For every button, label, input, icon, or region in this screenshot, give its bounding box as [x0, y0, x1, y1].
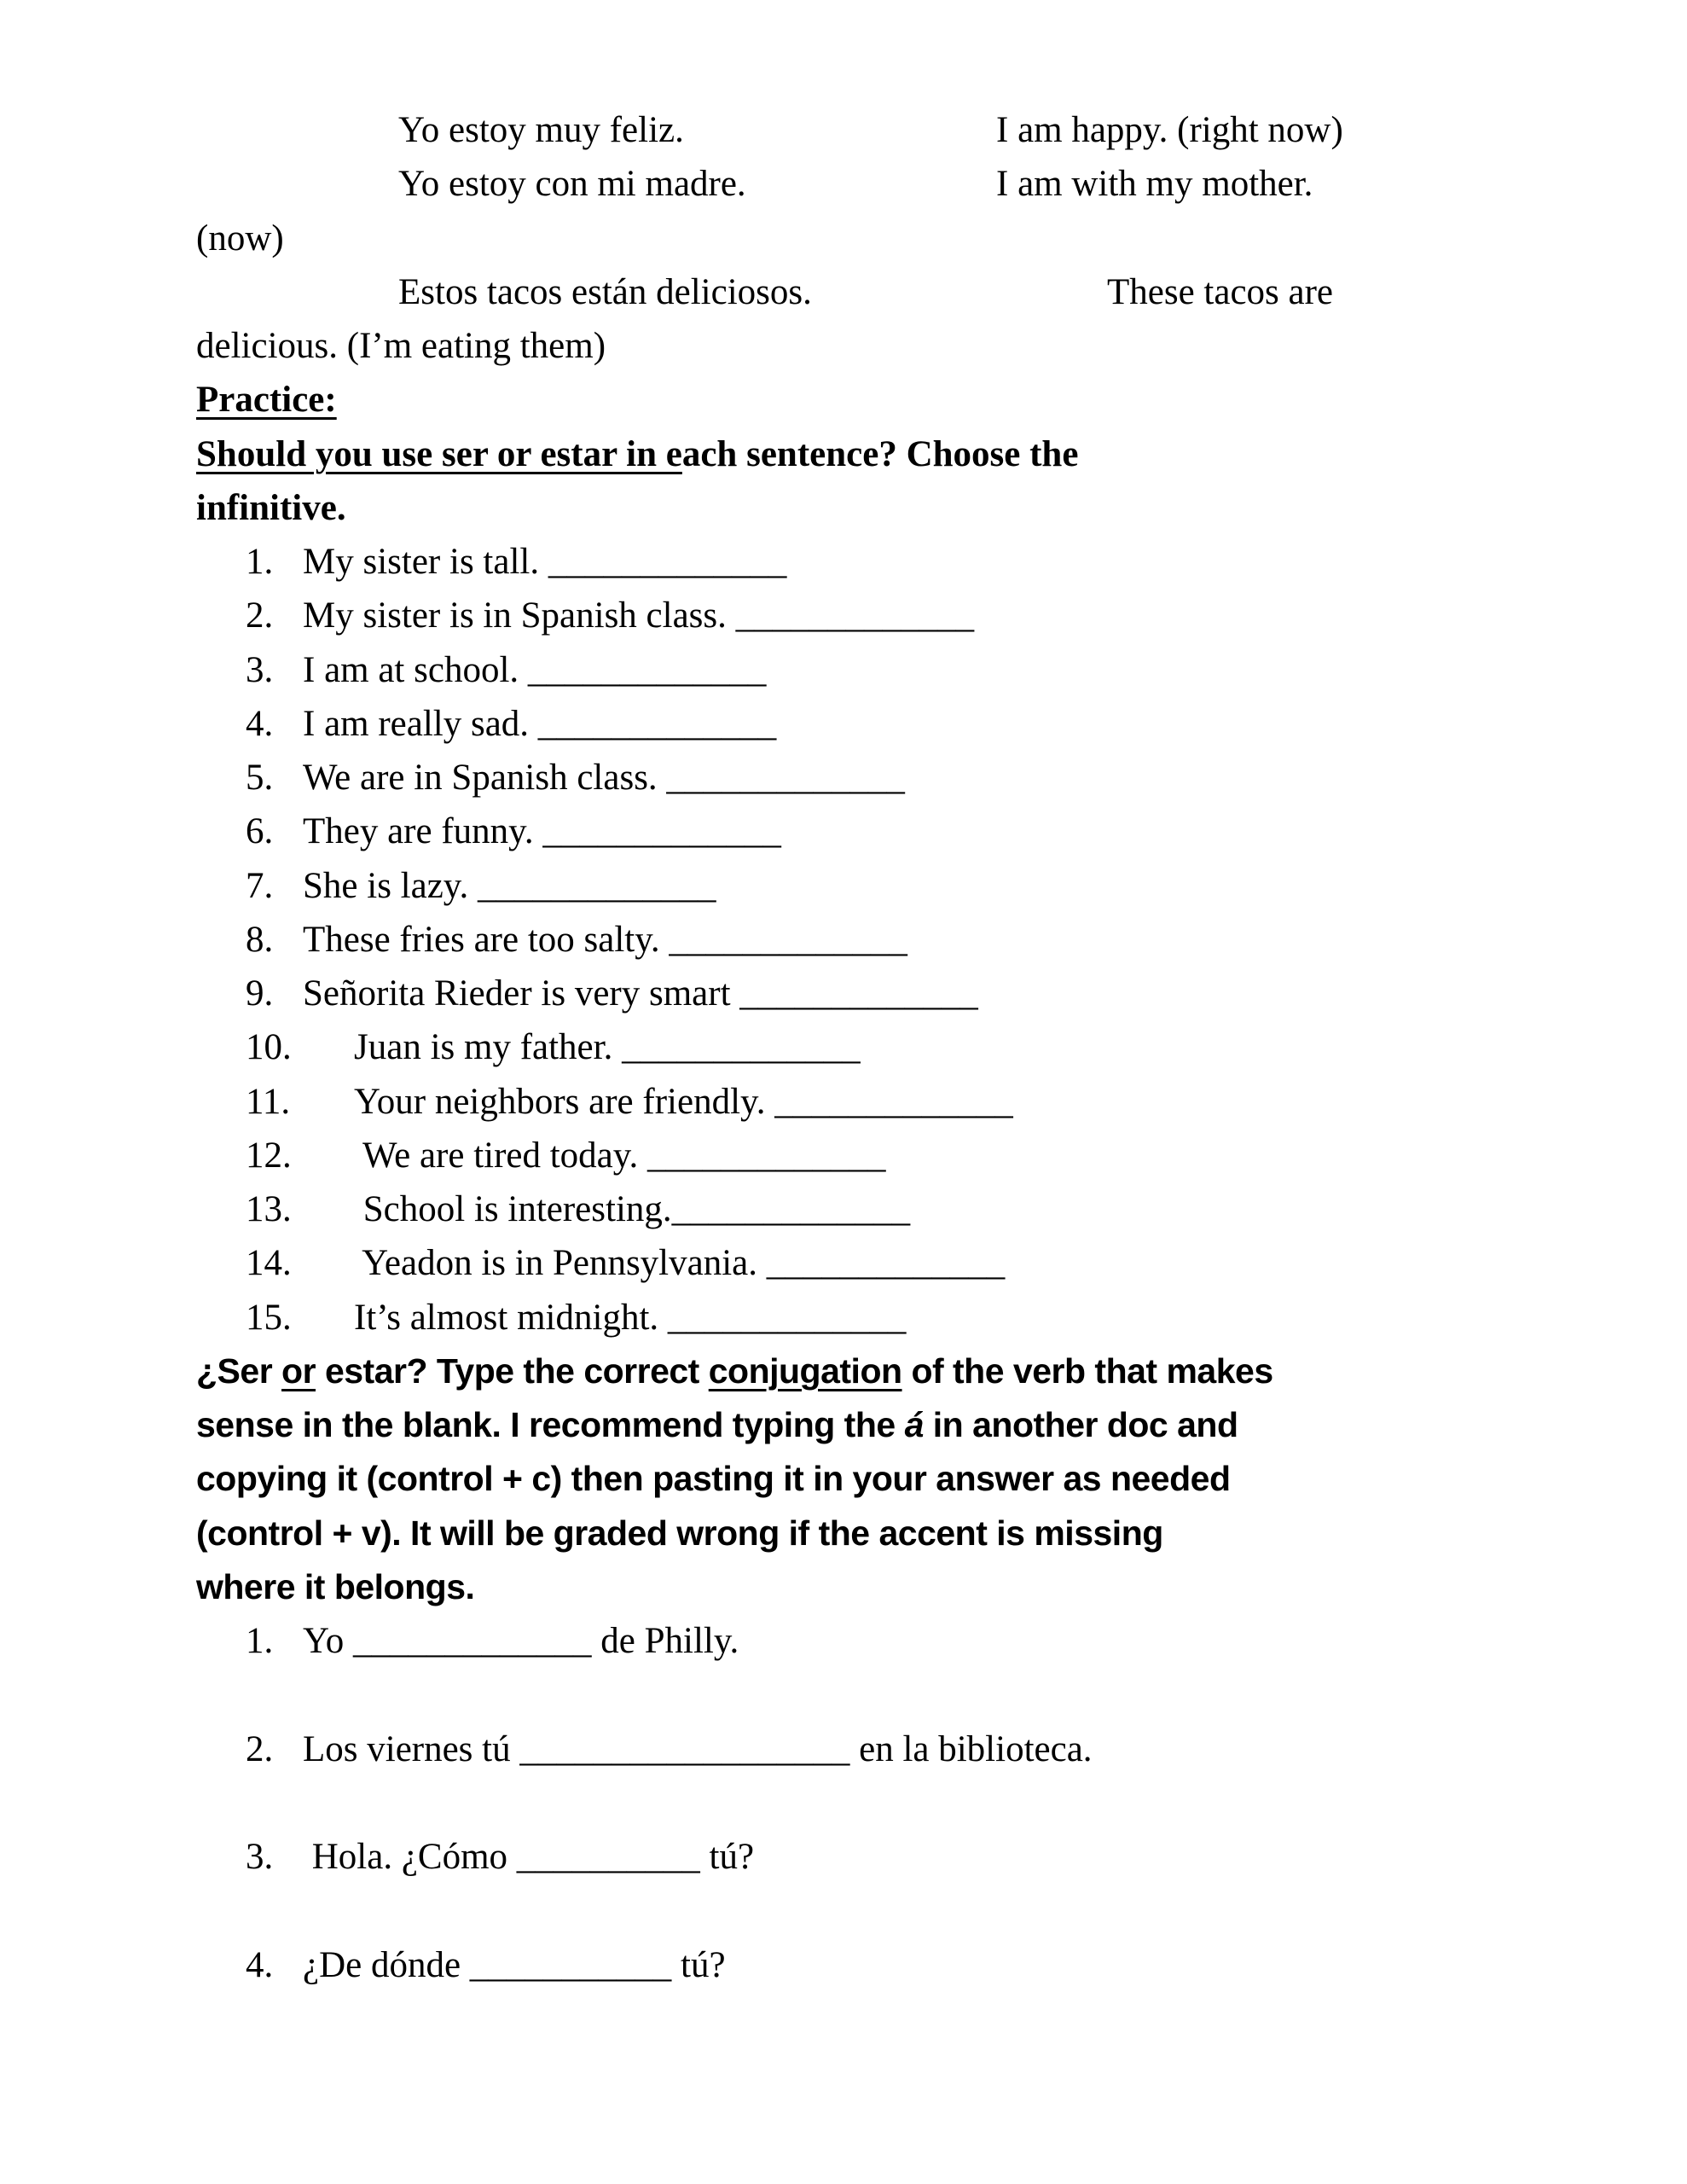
underlined-text-run: Should you use ser or estar in e — [196, 433, 682, 474]
item-text: I am at school. _____________ — [303, 649, 767, 690]
section-heading — [0, 373, 1687, 427]
italic-text-run: á — [904, 1405, 924, 1444]
item-text: These fries are too salty. _____________ — [303, 919, 907, 960]
item-number: 7. — [246, 865, 274, 906]
item-text: Juan is my father. _____________ — [354, 1027, 861, 1068]
text-run: infinitive. — [196, 487, 346, 528]
underlined-text-run: Practice: — [196, 380, 337, 421]
item-number: 4. — [246, 703, 274, 744]
list-item — [0, 1020, 1687, 1074]
item-text: School is interesting._____________ — [354, 1189, 911, 1229]
underlined-text-run: conjugation — [708, 1350, 902, 1391]
item-number: 12. — [246, 1135, 292, 1176]
paragraph-line: (now) — [196, 218, 284, 258]
text-run: of the verb that makes — [901, 1350, 1273, 1391]
item-number: 13. — [246, 1189, 292, 1229]
item-number: 9. — [246, 973, 274, 1014]
instruction-line — [0, 1560, 1687, 1614]
section-heading — [0, 481, 1687, 535]
instruction-line — [0, 1398, 1687, 1452]
instruction-line — [0, 1345, 1687, 1398]
text-run: copying it (control + c) then pasting it in your answer as needed — [196, 1459, 1231, 1499]
list-item — [0, 1614, 1687, 1668]
list-item — [0, 1722, 1687, 1776]
item-text: Hola. ¿Cómo __________ tú? — [303, 1837, 755, 1877]
item-number: 11. — [246, 1081, 291, 1122]
item-text: Los viernes tú __________________ en la biblioteca. — [303, 1728, 1093, 1769]
item-text: Yo _____________ de Philly. — [303, 1621, 739, 1661]
example-row — [0, 265, 1687, 319]
item-number: 14. — [246, 1243, 292, 1284]
item-number: 5. — [246, 758, 274, 798]
text-run: estar? Type the correct — [316, 1350, 709, 1391]
text-run: in another doc and — [923, 1405, 1238, 1444]
item-number: 6. — [246, 811, 274, 852]
item-text: She is lazy. _____________ — [303, 865, 716, 906]
item-text: My sister is tall. _____________ — [303, 542, 787, 582]
instruction-line — [0, 1452, 1687, 1506]
text-run: (control + v). It will be graded wrong if the accent is missing — [196, 1513, 1163, 1553]
text-run: ach sentence? Choose the — [681, 433, 1079, 474]
list-item — [0, 643, 1687, 697]
item-number: 1. — [246, 542, 274, 582]
list-item — [0, 1129, 1687, 1182]
item-text: Yeadon is in Pennsylvania. _____________ — [354, 1243, 1006, 1284]
spacer-line — [0, 1884, 1687, 1937]
english-translation-text: I am with my mother. — [996, 164, 1313, 205]
paragraph-line: delicious. (I’m eating them) — [196, 326, 606, 366]
spanish-example-text: Yo estoy con mi madre. — [398, 164, 746, 205]
item-number: 2. — [246, 595, 274, 636]
list-item — [0, 1075, 1687, 1129]
item-number: 1. — [246, 1621, 274, 1661]
english-translation-text: These tacos are — [1107, 271, 1334, 312]
list-item — [0, 535, 1687, 589]
underlined-text-run: or — [281, 1350, 316, 1391]
list-item — [0, 589, 1687, 642]
spacer-line — [0, 1776, 1687, 1830]
list-item — [0, 1830, 1687, 1884]
example-row — [0, 103, 1687, 157]
item-text: I am really sad. _____________ — [303, 703, 777, 744]
list-item — [0, 967, 1687, 1020]
instruction-line — [0, 1507, 1687, 1560]
item-number: 10. — [246, 1027, 292, 1068]
item-number: 3. — [246, 1837, 274, 1877]
text-run: sense in the blank. I recommend typing the — [196, 1405, 905, 1444]
spanish-example-text: Yo estoy muy feliz. — [398, 110, 684, 150]
item-number: 8. — [246, 919, 274, 960]
item-text: They are funny. _____________ — [303, 811, 781, 852]
list-item — [0, 751, 1687, 804]
item-text: ¿De dónde ___________ tú? — [303, 1944, 726, 1985]
list-item — [0, 859, 1687, 913]
section-heading — [0, 427, 1687, 481]
example-row — [0, 157, 1687, 211]
item-text: We are tired today. _____________ — [354, 1135, 886, 1176]
text-run: ¿Ser — [196, 1350, 282, 1391]
document-lines — [0, 103, 1687, 1992]
list-item — [0, 804, 1687, 858]
item-number: 3. — [246, 649, 274, 690]
item-text: Your neighbors are friendly. _____________ — [354, 1081, 1013, 1122]
item-text: We are in Spanish class. _____________ — [303, 758, 905, 798]
spacer-line — [0, 1668, 1687, 1722]
text-run: where it belongs. — [196, 1566, 475, 1606]
item-text: It’s almost midnight. _____________ — [354, 1297, 907, 1338]
item-number: 2. — [246, 1728, 274, 1769]
item-text: Señorita Rieder is very smart _____________ — [303, 973, 978, 1014]
item-text: My sister is in Spanish class. _____________ — [303, 595, 975, 636]
item-number: 15. — [246, 1297, 292, 1338]
list-item — [0, 1182, 1687, 1236]
spanish-example-text: Estos tacos están deliciosos. — [398, 271, 812, 312]
list-item — [0, 913, 1687, 967]
english-translation-text: I am happy. (right now) — [996, 110, 1343, 150]
list-item — [0, 1938, 1687, 1992]
list-item — [0, 697, 1687, 751]
item-number: 4. — [246, 1944, 274, 1985]
list-item — [0, 1291, 1687, 1345]
list-item — [0, 1236, 1687, 1290]
